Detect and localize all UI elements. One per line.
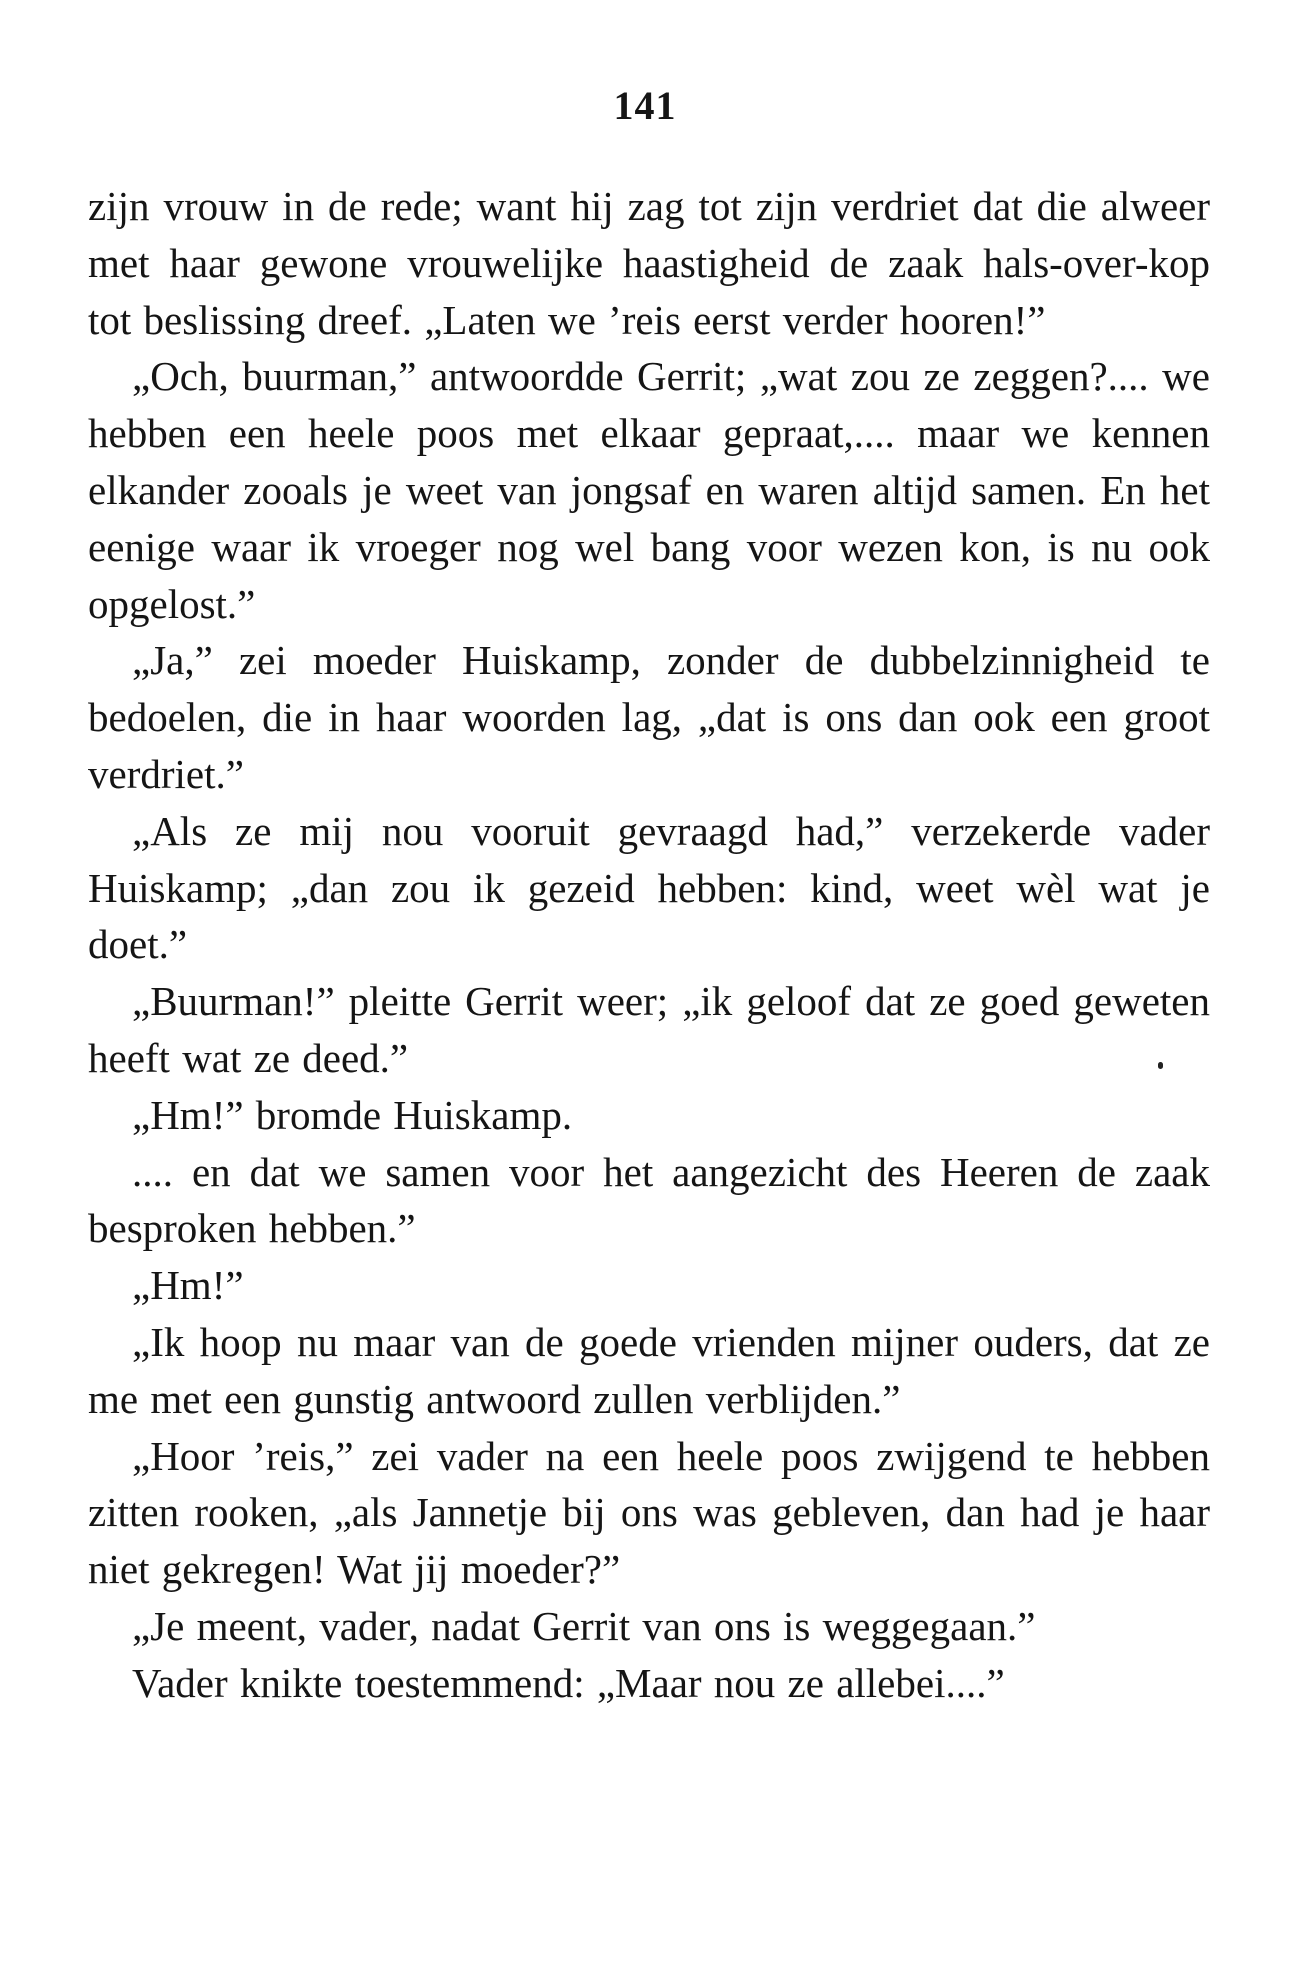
- paragraph: „Als ze mij nou vooruit gevraagd had,” verzekerde vader Huiskamp; „dan zou ik gezeid hebben: kind, weet wèl wat je doet.”: [88, 807, 1210, 968]
- paragraph: „Je meent, vader, nadat Gerrit van ons is weggegaan.”: [132, 1602, 1036, 1649]
- paragraph: „Och, buurman,” antwoordde Gerrit; „wat zou ze zeggen?.... we hebben een heele poos met elkaar gepraat,.... maar we kennen elkander zooals je weet van jongsaf en waren altijd samen. En het eenige waar ik vroeger nog wel bang voor wezen kon, is nu ook opgelost.”: [88, 353, 1210, 627]
- paragraph: .... en dat we samen voor het aangezicht des Heeren de zaak besproken hebben.”: [88, 1148, 1210, 1252]
- paragraph: „Ik hoop nu maar van de goede vrienden mijner ouders, dat ze me met een gunstig antwoord zullen verblijden.”: [88, 1318, 1210, 1422]
- paragraph: zijn vrouw in de rede; want hij zag tot zijn verdriet dat die alweer met haar gewone vrouwelijke haastigheid de zaak hals-over-kop tot beslissing dreef. „Laten we ’reis eerst verder hooren!”: [88, 183, 1210, 343]
- paragraph: „Hm!”: [132, 1262, 244, 1309]
- paragraph: „Ja,” zei moeder Huiskamp, zonder de dubbelzinnigheid te bedoelen, die in haar woorden lag, „dat is ons dan ook een groot verdriet.”: [88, 637, 1210, 797]
- body-text: [88, 178, 1210, 1712]
- paragraph: „Buurman!” pleitte Gerrit weer; „ik geloof dat ze goed geweten heeft wat ze deed.”: [88, 978, 1210, 1081]
- ink-speck: [1158, 1062, 1163, 1069]
- paragraph: „Hm!” bromde Huiskamp.: [132, 1091, 573, 1138]
- page-number: 141: [613, 83, 677, 128]
- paragraph: Vader knikte toestemmend: „Maar nou ze allebei....”: [132, 1659, 1005, 1706]
- paragraph: „Hoor ’reis,” zei vader na een heele poos zwijgend te hebben zitten rooken, „als Jannetje bij ons was gebleven, dan had je haar niet gekregen! Wat jij moeder?”: [88, 1432, 1210, 1593]
